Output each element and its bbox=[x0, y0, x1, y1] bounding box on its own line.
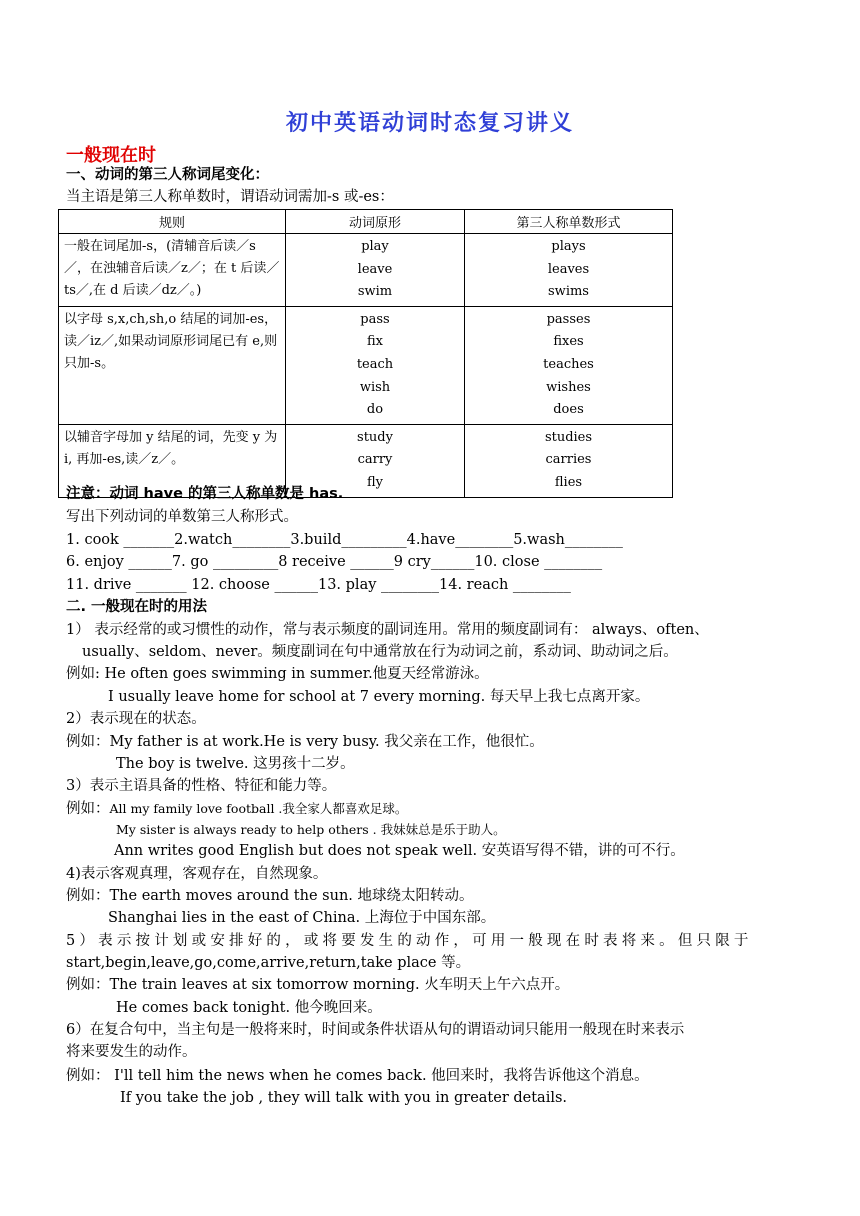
third-person-word: plays bbox=[551, 239, 586, 254]
third-person-word: carries bbox=[545, 452, 592, 468]
base-form-word: teach bbox=[356, 356, 394, 372]
third-person-word: fixes bbox=[553, 334, 584, 350]
usage-4: 4)表示客观真理，客观存在，自然现象。 bbox=[66, 866, 328, 882]
third-person-word: teaches bbox=[543, 356, 594, 372]
base-form-word: carry bbox=[357, 452, 393, 468]
base-form-word: fly bbox=[366, 474, 383, 490]
usage-2: 2）表示现在的状态。 bbox=[66, 711, 206, 727]
usage-1-line-b: usually、seldom、never。频度副词在句中通常放在行为动词之前，系动词、助动词之后。 bbox=[82, 644, 678, 660]
part1-heading: 一、动词的第三人称词尾变化： bbox=[66, 167, 269, 183]
exercise-line-2: 6. enjoy ______7. go _________8 receive ______9 cry______10. close ________ bbox=[66, 554, 603, 570]
third-person-word: studies bbox=[544, 429, 593, 445]
base-form-word: play bbox=[361, 239, 389, 254]
usage-6-line-a: 6）在复合句中，当主句是一般将来时，时间或条件状语从句的谓语动词只能用一般现在时来表示 bbox=[66, 1022, 685, 1038]
example-3a-prefix: 例如： bbox=[66, 801, 110, 817]
example-4b: Shanghai lies in the east of China. 上海位于中国东部。 bbox=[108, 910, 496, 926]
base-form-word: study bbox=[357, 429, 393, 445]
example-3a: All my family love football .我全家人都喜欢足球。 bbox=[109, 801, 408, 816]
third-person-cell bbox=[465, 306, 673, 424]
usage-3: 3）表示主语具备的性格、特征和能力等。 bbox=[66, 778, 337, 794]
third-person-word: does bbox=[553, 402, 584, 418]
usage-5-line-a: 5）表示按计划或安排好的，或将要发生的动作，可用一般现在时表将来。但只限于 bbox=[66, 933, 753, 949]
third-person-cell bbox=[465, 424, 673, 497]
example-3a-row bbox=[66, 799, 407, 819]
rule-cell: 一般在词尾加-s，(清辅音后读／s／，在浊辅音后读／z／；在 t 后读／ts／,在 d 后读／dz／。) bbox=[59, 234, 286, 307]
example-3c: Ann writes good English but does not speak well. 安英语写得不错，讲的可不行。 bbox=[114, 843, 685, 859]
third-person-word: leaves bbox=[547, 261, 590, 277]
table-row bbox=[59, 234, 673, 307]
example-1b: I usually leave home for school at 7 every morning. 每天早上我七点离开家。 bbox=[108, 689, 650, 705]
example-6a: 例如： I'll tell him the news when he comes back. 他回来时，我将告诉他这个消息。 bbox=[66, 1068, 649, 1084]
rule-cell: 以辅音字母加 y 结尾的词，先变 y 为 i, 再加-es,读／z／。 bbox=[59, 424, 286, 497]
rule-cell: 以字母 s,x,ch,sh,o 结尾的词加-es，读／iz／,如果动词原形词尾已有 e,则只加-s。 bbox=[59, 306, 286, 424]
third-person-cell bbox=[465, 234, 673, 307]
part1-intro: 当主语是第三人称单数时，谓语动词需加-s 或-es： bbox=[66, 189, 394, 205]
usage-5-line-b: start,begin,leave,go,come,arrive,return,take place 等。 bbox=[66, 955, 471, 971]
exercise-line-1: 1. cook _______2.watch________3.build_________4.have________5.wash________ bbox=[66, 532, 623, 548]
example-5b: He comes back tonight. 他今晚回来。 bbox=[116, 1000, 382, 1016]
example-6b: If you take the job , they will talk with you in greater details. bbox=[120, 1090, 568, 1106]
usage-6-line-b: 将来要发生的动作。 bbox=[66, 1044, 197, 1060]
usage-1-line-a: 1） 表示经常的或习惯性的动作，常与表示频度的副词连用。常用的频度副词有： always、often、 bbox=[66, 622, 709, 638]
example-2a: 例如：My father is at work.He is very busy. 我父亲在工作，他很忙。 bbox=[66, 734, 544, 750]
example-2b: The boy is twelve. 这男孩十二岁。 bbox=[116, 756, 355, 772]
third-person-word: wishes bbox=[546, 379, 591, 395]
base-form-word: swim bbox=[357, 284, 393, 300]
base-form-word: fix bbox=[366, 334, 383, 350]
example-3b: My sister is always ready to help others . 我妹妹总是乐于助人。 bbox=[116, 822, 506, 837]
third-person-word: flies bbox=[554, 474, 583, 490]
third-person-word: passes bbox=[546, 311, 591, 327]
exercise-line-3: 11. drive _______ 12. choose ______13. play ________14. reach ________ bbox=[66, 577, 571, 593]
table-header-base: 动词原形 bbox=[286, 210, 465, 234]
table-header-rule: 规则 bbox=[59, 210, 286, 234]
example-1a: 例如: He often goes swimming in summer.他夏天经常游泳。 bbox=[66, 666, 489, 682]
third-person-word: swims bbox=[548, 284, 589, 300]
conjugation-rules-table bbox=[58, 209, 673, 498]
document-title: 初中英语动词时态复习讲义 bbox=[285, 110, 574, 136]
note-have-has: 注意：动词 have 的第三人称单数是 has. bbox=[66, 486, 344, 502]
base-form-word: wish bbox=[359, 379, 391, 395]
base-form-cell bbox=[286, 234, 465, 307]
base-form-cell bbox=[286, 306, 465, 424]
base-form-word: leave bbox=[357, 261, 393, 277]
table-row bbox=[59, 306, 673, 424]
part2-heading: 二. 一般现在时的用法 bbox=[66, 599, 208, 615]
table-header-row bbox=[59, 210, 673, 234]
base-form-word: pass bbox=[360, 311, 390, 327]
table-header-third: 第三人称单数形式 bbox=[465, 210, 673, 234]
exercise-prompt: 写出下列动词的单数第三人称形式。 bbox=[66, 509, 298, 525]
example-5a: 例如：The train leaves at six tomorrow morning. 火车明天上午六点开。 bbox=[66, 977, 570, 993]
example-4a: 例如：The earth moves around the sun. 地球绕太阳转动。 bbox=[66, 888, 474, 904]
section-heading: 一般现在时 bbox=[66, 145, 156, 166]
base-form-word: do bbox=[366, 402, 384, 418]
